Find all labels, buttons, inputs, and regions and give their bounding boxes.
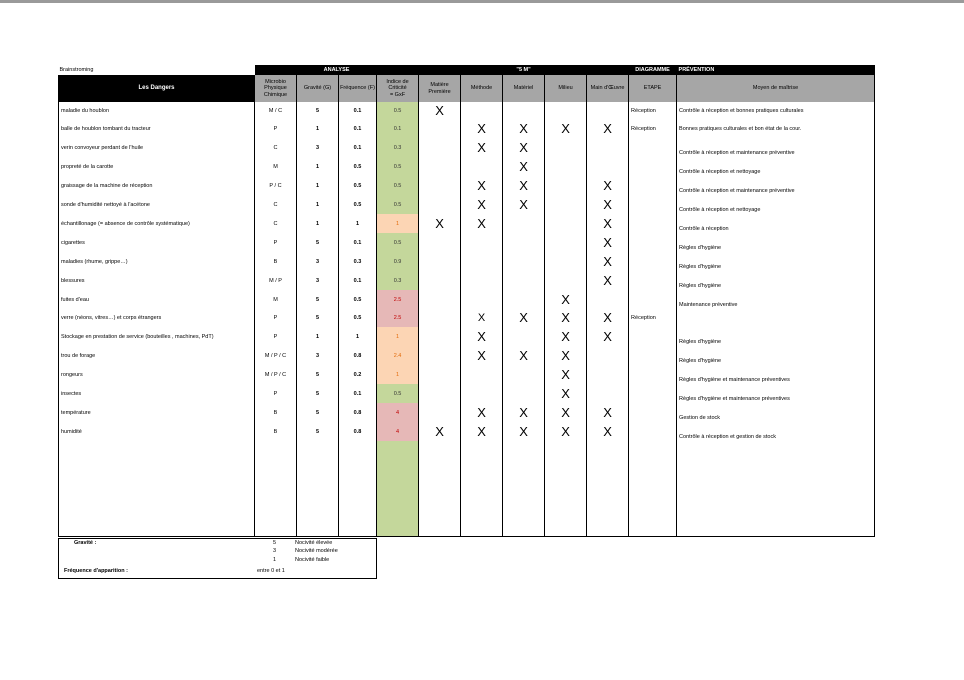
- legend-g5-text: Nocivité élevée: [295, 540, 333, 546]
- header-type-l2: Physique: [264, 85, 287, 92]
- legend-frequence-label: Fréquence d'apparition :: [64, 568, 128, 574]
- gravite-cell: 1: [297, 214, 339, 233]
- milieu-mark: [545, 138, 587, 157]
- indice-cell: 0.1: [377, 120, 419, 138]
- danger-cell: balle de houblon tombant du tracteur: [59, 120, 255, 138]
- moyen-cell: Contrôle à réception et nettoyage: [677, 195, 875, 214]
- danger-cell: verre (néons, vitres…) et corps étrangers: [59, 309, 255, 327]
- gravite-cell: 5: [297, 403, 339, 422]
- moyen-cell: Gestion de stock: [677, 403, 875, 422]
- indice-cell: 1: [377, 327, 419, 346]
- methode-mark: [461, 157, 503, 176]
- methode-mark: [461, 233, 503, 252]
- moyen-cell: Contrôle à réception et gestion de stock: [677, 422, 875, 441]
- main-oeuvre-mark: [587, 384, 629, 403]
- frequence-cell: 0.5: [339, 176, 377, 195]
- matiere-mark: [419, 195, 461, 214]
- table-row: [59, 365, 875, 384]
- top-border: [0, 0, 964, 3]
- empty-cell: [587, 441, 629, 537]
- materiel-mark: [503, 102, 545, 120]
- indice-cell: 1: [377, 214, 419, 233]
- matiere-mark: [419, 365, 461, 384]
- frequence-cell: 0.5: [339, 195, 377, 214]
- frequence-cell: 0.2: [339, 365, 377, 384]
- frequence-cell: 0.1: [339, 271, 377, 290]
- etape-cell: [629, 346, 677, 365]
- matiere-mark: [419, 138, 461, 157]
- type-cell: C: [255, 138, 297, 157]
- table-row: [59, 214, 875, 233]
- type-cell: P: [255, 233, 297, 252]
- group-diagramme: DIAGRAMME: [629, 65, 677, 75]
- milieu-mark: X: [545, 120, 587, 138]
- matiere-mark: [419, 290, 461, 309]
- matiere-mark: [419, 384, 461, 403]
- main-oeuvre-mark: X: [587, 271, 629, 290]
- gravite-cell: 1: [297, 327, 339, 346]
- table-row: [59, 271, 875, 290]
- type-cell: P: [255, 327, 297, 346]
- indice-cell: 0.5: [377, 233, 419, 252]
- table-row: [59, 120, 875, 138]
- group-analyse: ANALYSE: [255, 65, 419, 75]
- header-gravite: Gravité (G): [297, 75, 339, 102]
- main-oeuvre-mark: [587, 365, 629, 384]
- frequence-cell: 0.1: [339, 233, 377, 252]
- materiel-mark: X: [503, 422, 545, 441]
- matiere-mark: [419, 271, 461, 290]
- type-cell: B: [255, 252, 297, 271]
- moyen-cell: Règles d'hygiène: [677, 271, 875, 290]
- moyen-cell: Règles d'hygiène: [677, 233, 875, 252]
- indice-cell: 0.3: [377, 271, 419, 290]
- milieu-mark: [545, 233, 587, 252]
- methode-mark: X: [461, 138, 503, 157]
- frequence-cell: 0.1: [339, 102, 377, 120]
- materiel-mark: X: [503, 309, 545, 327]
- gravite-cell: 3: [297, 271, 339, 290]
- empty-cell: [339, 441, 377, 537]
- table-row: [59, 290, 875, 309]
- empty-rows-area: [59, 441, 875, 537]
- main-oeuvre-mark: X: [587, 252, 629, 271]
- main-oeuvre-mark: [587, 102, 629, 120]
- materiel-mark: [503, 384, 545, 403]
- milieu-mark: [545, 102, 587, 120]
- empty-cell: [677, 441, 875, 537]
- milieu-mark: [545, 157, 587, 176]
- indice-cell: 1: [377, 365, 419, 384]
- main-oeuvre-mark: X: [587, 403, 629, 422]
- gravite-cell: 3: [297, 138, 339, 157]
- methode-mark: X: [461, 422, 503, 441]
- frequence-cell: 0.8: [339, 403, 377, 422]
- milieu-mark: [545, 195, 587, 214]
- danger-cell: cigarettes: [59, 233, 255, 252]
- type-cell: B: [255, 422, 297, 441]
- danger-cell: fuites d'eau: [59, 290, 255, 309]
- empty-cell: [59, 441, 255, 537]
- table-row: [59, 102, 875, 120]
- gravite-cell: 5: [297, 102, 339, 120]
- indice-cell: 0.5: [377, 102, 419, 120]
- methode-mark: [461, 365, 503, 384]
- header-milieu: Milieu: [545, 75, 587, 102]
- gravite-cell: 1: [297, 157, 339, 176]
- type-cell: P / C: [255, 176, 297, 195]
- header-materiel: Matériel: [503, 75, 545, 102]
- danger-cell: maladie du houblon: [59, 102, 255, 120]
- milieu-mark: X: [545, 346, 587, 365]
- indice-cell: 0.5: [377, 157, 419, 176]
- header-indice-l1: Indice de: [386, 78, 409, 85]
- type-cell: M: [255, 157, 297, 176]
- etape-cell: [629, 138, 677, 157]
- materiel-mark: X: [503, 120, 545, 138]
- empty-cell: [545, 441, 587, 537]
- etape-cell: Réception: [629, 120, 677, 138]
- type-cell: M / P: [255, 271, 297, 290]
- header-type-l1: Microbio: [265, 78, 286, 85]
- header-indice-l2: Criticité: [388, 85, 407, 92]
- etape-cell: [629, 252, 677, 271]
- table-row: [59, 233, 875, 252]
- indice-cell: 0.3: [377, 138, 419, 157]
- matiere-mark: X: [419, 214, 461, 233]
- danger-cell: rongeurs: [59, 365, 255, 384]
- danger-cell: maladies (rhume, grippe…): [59, 252, 255, 271]
- header-matiere: [419, 75, 461, 102]
- etape-cell: [629, 195, 677, 214]
- etape-cell: [629, 176, 677, 195]
- etape-cell: [629, 157, 677, 176]
- methode-mark: X: [461, 309, 503, 327]
- frequence-cell: 0.1: [339, 120, 377, 138]
- legend-box: [58, 538, 377, 579]
- matiere-mark: [419, 252, 461, 271]
- danger-cell: Stockage en prestation de service (bouteilles , machines, PdT): [59, 327, 255, 346]
- materiel-mark: X: [503, 176, 545, 195]
- frequence-cell: 0.5: [339, 290, 377, 309]
- gravite-cell: 5: [297, 233, 339, 252]
- group-prevention: PRÉVENTION: [677, 65, 875, 75]
- header-dangers-label: Les Dangers: [138, 85, 175, 92]
- methode-mark: X: [461, 327, 503, 346]
- header-moyen: Moyen de maîtrise: [677, 75, 875, 102]
- danger-cell: verin convoyeur perdant de l'huile: [59, 138, 255, 157]
- danger-cell: température: [59, 403, 255, 422]
- danger-cell: humidité: [59, 422, 255, 441]
- materiel-mark: [503, 327, 545, 346]
- frequence-cell: 0.1: [339, 138, 377, 157]
- methode-mark: X: [461, 176, 503, 195]
- materiel-mark: X: [503, 138, 545, 157]
- main-oeuvre-mark: X: [587, 309, 629, 327]
- gravite-cell: 5: [297, 290, 339, 309]
- type-cell: M / C: [255, 102, 297, 120]
- table-row: [59, 327, 875, 346]
- methode-mark: [461, 271, 503, 290]
- indice-cell: 2.5: [377, 290, 419, 309]
- group-header-row: [59, 65, 875, 75]
- empty-cell: [377, 441, 419, 537]
- table-row: [59, 138, 875, 157]
- type-cell: P: [255, 384, 297, 403]
- danger-cell: trou de forage: [59, 346, 255, 365]
- etape-cell: [629, 290, 677, 309]
- methode-mark: [461, 102, 503, 120]
- moyen-cell: Contrôle à réception et maintenance préventive: [677, 176, 875, 195]
- etape-cell: [629, 214, 677, 233]
- indice-cell: 0.9: [377, 252, 419, 271]
- haccp-table: [58, 65, 875, 537]
- danger-cell: échantillonage (= absence de contrôle systématique): [59, 214, 255, 233]
- etape-cell: Réception: [629, 102, 677, 120]
- methode-mark: [461, 290, 503, 309]
- empty-cell: [419, 441, 461, 537]
- legend-g5: 5: [273, 540, 277, 546]
- frequence-cell: 0.3: [339, 252, 377, 271]
- gravite-cell: 3: [297, 252, 339, 271]
- frequence-cell: 0.1: [339, 384, 377, 403]
- empty-cell: [297, 441, 339, 537]
- legend-g3: 3: [273, 548, 277, 554]
- materiel-mark: [503, 233, 545, 252]
- main-oeuvre-mark: X: [587, 214, 629, 233]
- materiel-mark: [503, 271, 545, 290]
- type-cell: B: [255, 403, 297, 422]
- empty-cell: [255, 441, 297, 537]
- frequence-cell: 1: [339, 214, 377, 233]
- milieu-mark: [545, 214, 587, 233]
- header-matiere-l2: Première: [428, 88, 451, 95]
- etape-cell: [629, 365, 677, 384]
- header-type: [255, 75, 297, 102]
- main-oeuvre-mark: [587, 157, 629, 176]
- type-cell: C: [255, 214, 297, 233]
- gravite-cell: 3: [297, 346, 339, 365]
- danger-cell: blessures: [59, 271, 255, 290]
- indice-cell: 0.5: [377, 195, 419, 214]
- materiel-mark: X: [503, 403, 545, 422]
- moyen-cell: Contrôle à réception et bonnes pratiques culturales: [677, 102, 875, 120]
- gravite-cell: 5: [297, 365, 339, 384]
- header-type-l3: Chimique: [263, 91, 288, 98]
- table-row: [59, 195, 875, 214]
- gravite-cell: 5: [297, 309, 339, 327]
- moyen-cell: Règles d'hygiène: [677, 327, 875, 346]
- main-oeuvre-mark: X: [587, 233, 629, 252]
- legend-frequence-range: entre 0 et 1: [257, 568, 285, 574]
- gravite-cell: 1: [297, 120, 339, 138]
- etape-cell: [629, 422, 677, 441]
- danger-cell: propreté de la carotte: [59, 157, 255, 176]
- milieu-mark: [545, 252, 587, 271]
- materiel-mark: X: [503, 346, 545, 365]
- moyen-cell: Règles d'hygiène: [677, 346, 875, 365]
- matiere-mark: X: [419, 422, 461, 441]
- main-oeuvre-mark: [587, 290, 629, 309]
- materiel-mark: X: [503, 157, 545, 176]
- methode-mark: [461, 384, 503, 403]
- empty-cell: [629, 441, 677, 537]
- column-header-row: [59, 75, 875, 102]
- table-row: [59, 157, 875, 176]
- etape-cell: Réception: [629, 309, 677, 327]
- table-row: [59, 176, 875, 195]
- gravite-cell: 1: [297, 195, 339, 214]
- legend-g1: 1: [273, 557, 277, 563]
- group-5m: "5 M": [419, 65, 629, 75]
- etape-cell: [629, 327, 677, 346]
- frequence-cell: 0.5: [339, 157, 377, 176]
- indice-cell: 4: [377, 422, 419, 441]
- matiere-mark: [419, 233, 461, 252]
- type-cell: M: [255, 290, 297, 309]
- header-methode: Méthode: [461, 75, 503, 102]
- type-cell: M / P / C: [255, 346, 297, 365]
- danger-cell: insectes: [59, 384, 255, 403]
- methode-mark: X: [461, 120, 503, 138]
- milieu-mark: [545, 176, 587, 195]
- frequence-cell: 0.5: [339, 309, 377, 327]
- type-cell: P: [255, 120, 297, 138]
- indice-cell: 0.5: [377, 384, 419, 403]
- moyen-cell: Contrôle à réception: [677, 214, 875, 233]
- matiere-mark: [419, 309, 461, 327]
- matiere-mark: [419, 403, 461, 422]
- moyen-cell: Règles d'hygiène et maintenance préventives: [677, 365, 875, 384]
- methode-mark: X: [461, 195, 503, 214]
- sheet-title: Brainstroming: [59, 65, 255, 75]
- header-indice: [377, 75, 419, 102]
- type-cell: M / P / C: [255, 365, 297, 384]
- empty-cell: [461, 441, 503, 537]
- gravite-cell: 1: [297, 176, 339, 195]
- indice-cell: 2.5: [377, 309, 419, 327]
- methode-mark: X: [461, 346, 503, 365]
- moyen-cell: [677, 309, 875, 327]
- danger-cell: graissage de la machine de réception: [59, 176, 255, 195]
- table-row: [59, 403, 875, 422]
- gravite-cell: 5: [297, 384, 339, 403]
- table-row: [59, 346, 875, 365]
- materiel-mark: [503, 252, 545, 271]
- milieu-mark: X: [545, 422, 587, 441]
- frequence-cell: 0.8: [339, 346, 377, 365]
- moyen-cell: Contrôle à réception et nettoyage: [677, 157, 875, 176]
- main-oeuvre-mark: [587, 138, 629, 157]
- matiere-mark: [419, 346, 461, 365]
- legend-g1-text: Nocivité faible: [295, 557, 330, 563]
- etape-cell: [629, 233, 677, 252]
- matiere-mark: [419, 120, 461, 138]
- milieu-mark: [545, 271, 587, 290]
- header-main-oeuvre: Main d'Œuvre: [587, 75, 629, 102]
- indice-cell: 2.4: [377, 346, 419, 365]
- methode-mark: X: [461, 214, 503, 233]
- gravite-cell: 5: [297, 422, 339, 441]
- indice-cell: 4: [377, 403, 419, 422]
- materiel-mark: [503, 214, 545, 233]
- etape-cell: [629, 384, 677, 403]
- milieu-mark: X: [545, 327, 587, 346]
- table-row: [59, 384, 875, 403]
- header-frequence: Fréquence (F): [339, 75, 377, 102]
- methode-mark: [461, 252, 503, 271]
- empty-cell: [503, 441, 545, 537]
- main-oeuvre-mark: X: [587, 120, 629, 138]
- moyen-cell: Règles d'hygiène et maintenance préventives: [677, 384, 875, 403]
- milieu-mark: X: [545, 290, 587, 309]
- main-oeuvre-mark: [587, 346, 629, 365]
- milieu-mark: X: [545, 309, 587, 327]
- milieu-mark: X: [545, 403, 587, 422]
- matiere-mark: [419, 176, 461, 195]
- etape-cell: [629, 403, 677, 422]
- moyen-cell: Contrôle à réception et maintenance préventive: [677, 138, 875, 157]
- milieu-mark: X: [545, 365, 587, 384]
- main-oeuvre-mark: X: [587, 327, 629, 346]
- main-oeuvre-mark: X: [587, 422, 629, 441]
- legend-g3-text: Nocivité modérée: [295, 548, 338, 554]
- milieu-mark: X: [545, 384, 587, 403]
- methode-mark: X: [461, 403, 503, 422]
- materiel-mark: X: [503, 195, 545, 214]
- moyen-cell: Bonnes pratiques culturales et bon état de la cour.: [677, 120, 875, 138]
- header-etape: ETAPE: [629, 75, 677, 102]
- frequence-cell: 0.8: [339, 422, 377, 441]
- materiel-mark: [503, 365, 545, 384]
- matiere-mark: X: [419, 102, 461, 120]
- matiere-mark: [419, 327, 461, 346]
- type-cell: C: [255, 195, 297, 214]
- matiere-mark: [419, 157, 461, 176]
- etape-cell: [629, 271, 677, 290]
- header-dangers: [59, 75, 255, 102]
- frequence-cell: 1: [339, 327, 377, 346]
- header-matiere-l1: Matière: [430, 82, 449, 88]
- moyen-cell: Règles d'hygiène: [677, 252, 875, 271]
- materiel-mark: [503, 290, 545, 309]
- moyen-cell: Maintenance préventive: [677, 290, 875, 309]
- legend-gravite-label: Gravité :: [74, 540, 97, 546]
- table-row: [59, 422, 875, 441]
- type-cell: P: [255, 309, 297, 327]
- main-oeuvre-mark: X: [587, 195, 629, 214]
- header-indice-l3: = GxF: [389, 91, 406, 98]
- table-row: [59, 252, 875, 271]
- main-oeuvre-mark: X: [587, 176, 629, 195]
- table-row: [59, 309, 875, 327]
- danger-cell: sonde d'humidité nettoyé à l'acétone: [59, 195, 255, 214]
- indice-cell: 0.5: [377, 176, 419, 195]
